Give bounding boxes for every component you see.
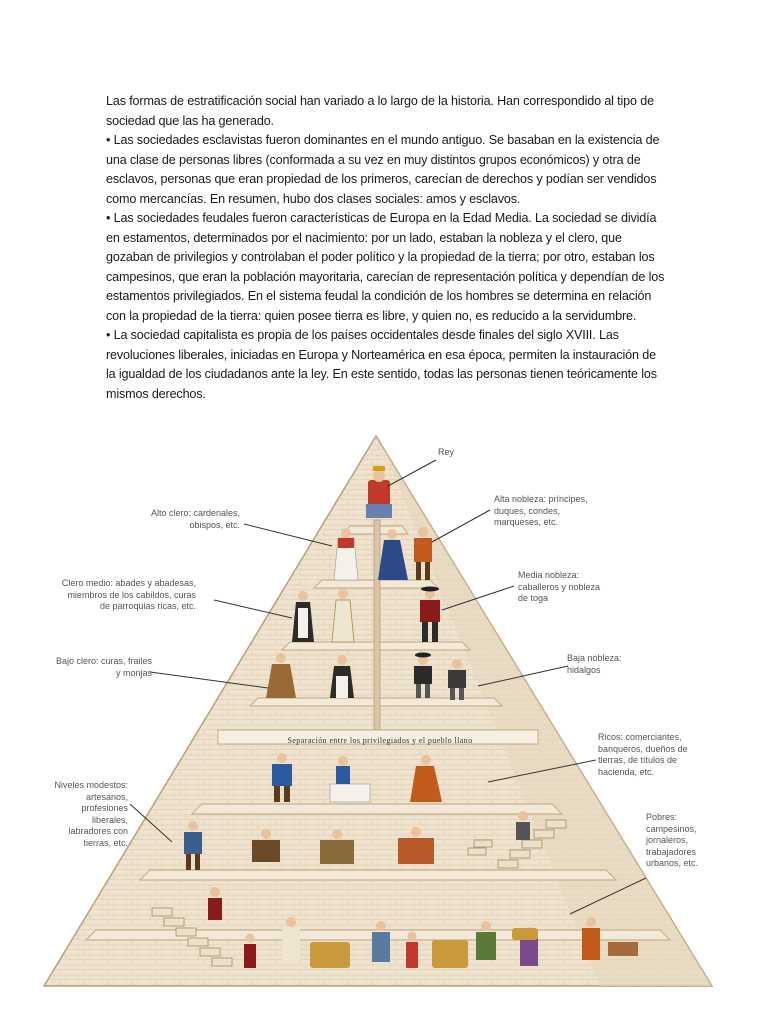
paragraph-capitalista: • La sociedad capitalista es propia de los países occidentales desde finales del siglo XVIII. Las revoluciones liberales, iniciadas en Europa y Norteamérica en esa época, permiten la instauración de la igualdad de los ciudadanos ante la ley. En este sentido, todas las personas tienen teóricamente los mismos derechos.	[106, 328, 657, 401]
label-pobres: Pobres: campesinos, jornaleros, trabajadores urbanos, etc.	[646, 812, 699, 868]
paragraph-intro: Las formas de estratificación social han variado a lo largo de la historia. Han correspondido al tipo de sociedad que las ha generado.	[106, 94, 654, 128]
label-rey: Rey	[438, 447, 455, 457]
label-bajo-clero: Bajo clero: curas, frailes y monjas	[55, 656, 152, 678]
label-ricos: Ricos: comerciantes, banqueros, dueños de tierras, de títulos de hacienda, etc.	[598, 732, 688, 777]
pyramid-illustration	[0, 430, 768, 1024]
figure-pobre-stairs	[516, 811, 530, 840]
intro-text	[106, 92, 666, 404]
paragraph-esclavistas: • Las sociedades esclavistas fueron dominantes en el mundo antiguo. Se basaban en la existencia de una clase de personas libres (conformada a su vez en muy distintos grupos económicos) y otra de esclavos, personas que eran propiedad de los primeros, carecían de derechos y podían ser vendidos como mercancías. En resumen, hubo dos clases sociales: amos y esclavos.	[106, 133, 660, 206]
label-media-nobleza: Media nobleza: caballeros y nobleza de toga	[518, 570, 601, 603]
label-separador: Separación entre los privilegiados y el pueblo llano	[287, 736, 473, 745]
label-baja-nobleza: Baja nobleza: hidalgos	[567, 653, 622, 675]
central-divider	[374, 520, 380, 730]
social-pyramid	[0, 430, 768, 1024]
label-clero-medio: Clero medio: abades y abadesas, miembros de los cabildos, curas de parroquias ricas, etc.	[61, 578, 196, 611]
label-alto-clero: Alto clero: cardenales, obispos, etc.	[150, 508, 240, 530]
paragraph-feudales: • Las sociedades feudales fueron características de Europa en la Edad Media. La sociedad se dividía en estamentos, determinados por el nacimiento: por un lado, estaban la nobleza y el clero, que gozaban de privilegios y controlaban el poder político y la propiedad de la tierra; por otro, estaban los campesinos, que eran la población mayoritaria, carecían de representación política y dependían de los estamentos privilegiados. En el sistema feudal la condición de los hombres se determina en relación con la propiedad de la tierra: quien posee tierra es libre, y quien no, es reducido a la servidumbre.	[106, 211, 665, 323]
label-niveles-modestos: Niveles modestos: artesanos, profesiones liberales, labradores con tierras, etc.	[54, 780, 128, 848]
label-alta-nobleza: Alta nobleza: príncipes, duques, condes, marqueses, etc.	[494, 494, 588, 527]
